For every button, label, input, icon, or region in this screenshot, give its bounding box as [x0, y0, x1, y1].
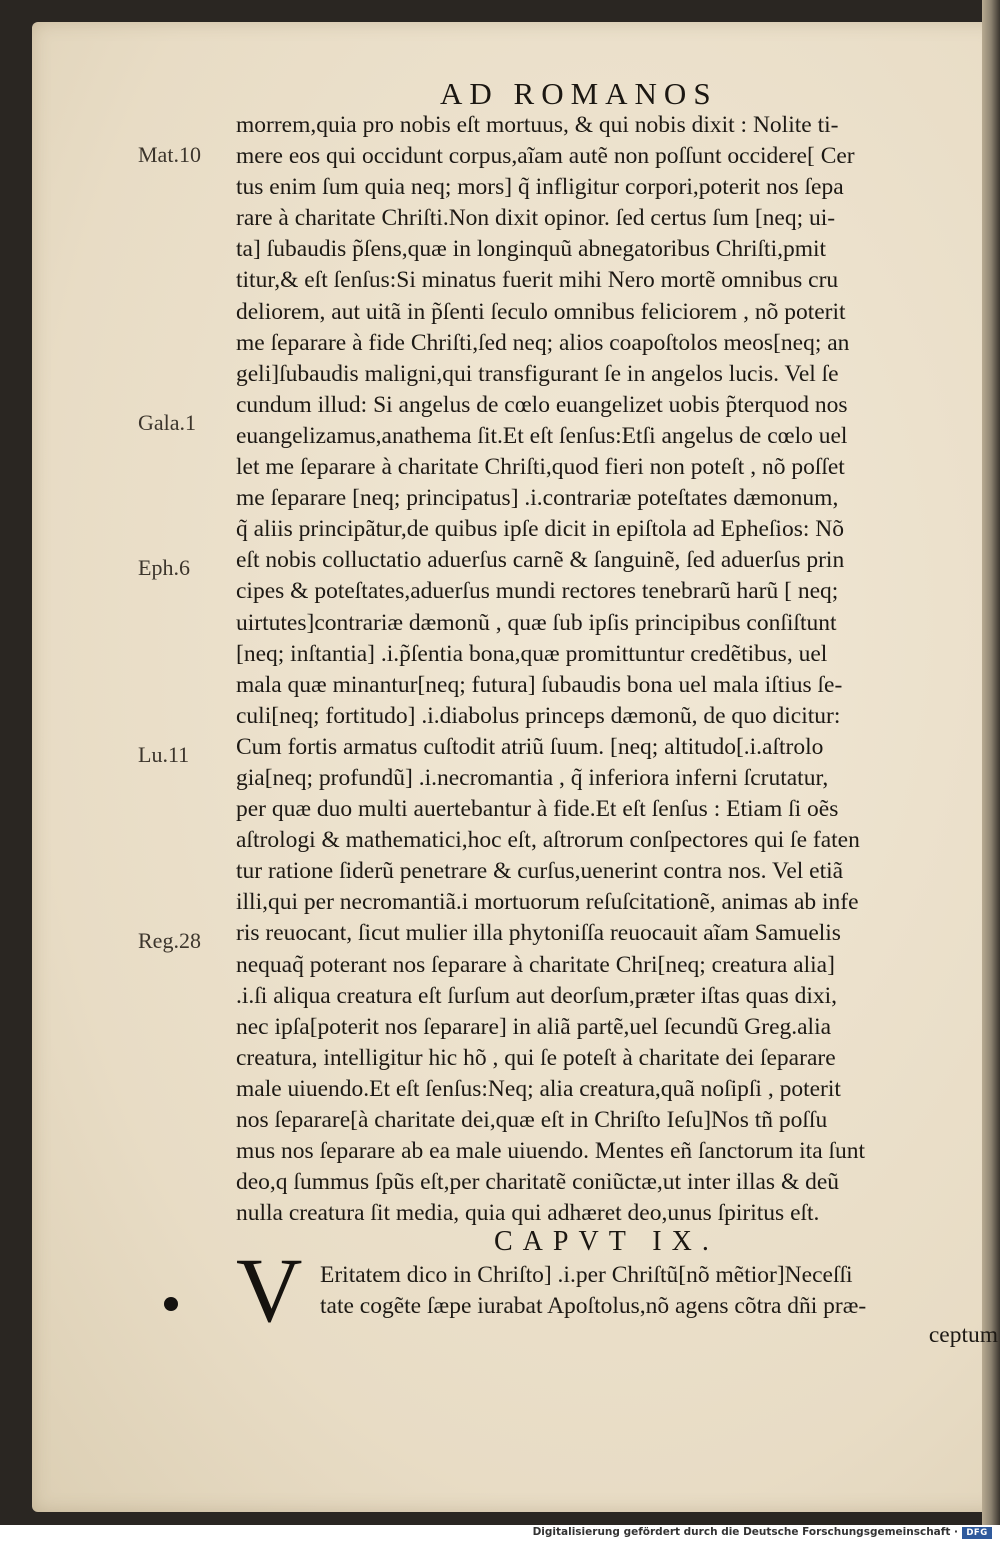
text-line: nulla creatura ſit media, quia qui adhæret deo,unus ſpiritus eſt. — [236, 1200, 820, 1227]
main-text-block — [236, 110, 992, 1229]
text-line: euangelizamus,anathema ſit.Et eſt ſenſus:Etſi angelus de cœlo uel — [236, 422, 848, 449]
text-line: aſtrologi & mathematici,hoc eſt, aſtrorum conſpectores qui ſe faten — [236, 827, 860, 854]
text-line: ta] ſubaudis p̃ſens,quæ in longinquũ abnegatoribus Chriſti,pmit — [236, 236, 827, 263]
text-line: nequaq̃ poterant nos ſeparare à charitate Chri[neq; creatura alia] — [236, 951, 835, 978]
text-line: mere eos qui occidunt corpus,aĩam autẽ non poſſunt occidere[ Cer — [236, 143, 855, 170]
text-line: .i.ſi aliqua creatura eſt ſurſum aut deorſum,præter iſtas quas dixi, — [236, 982, 838, 1009]
text-line: mus nos ſeparare ab ea male uiuendo. Mentes eñ ſanctorum ita ſunt — [236, 1138, 866, 1165]
funding-note: Digitalisierung gefördert durch die Deutsche Forschungsgemeinschaft · — [532, 1526, 958, 1538]
text-line: uirtutes]contrariæ dæmonũ , quæ ſub ipſis principibus conſiſtunt — [236, 609, 837, 636]
text-line: [neq; inſtantia] .i.p̃ſentia bona,quæ promittuntur credẽtibus, uel — [236, 640, 828, 667]
text-line: creatura, intelligitur hic hõ , qui ſe poteſt à charitate dei ſeparare — [236, 1044, 836, 1071]
catchword: ceptum — [928, 1322, 998, 1348]
text-line: titur,& eſt ſenſus:Si minatus fuerit mihi Nero mortẽ omnibus cru — [236, 267, 839, 294]
text-line: gia[neq; profundũ] .i.necromantia , q̃ inferiora inferni ſcrutatur, — [236, 764, 829, 791]
text-line: let me ſeparare à charitate Chriſti,quod fieri non poteſt , nõ poſſet — [236, 454, 845, 481]
chapter-text-block — [320, 1260, 992, 1322]
text-line: nec ipſa[poterit nos ſeparare] in aliã partẽ,uel ſecundũ Greg.alia — [236, 1013, 832, 1040]
dfg-logo-icon: DFG — [962, 1527, 992, 1539]
text-line: q̃ aliis principãtur,de quibus ipſe dicit in epiſtola ad Epheſios: Nõ — [236, 516, 844, 543]
margin-note-mat: Mat.10 — [138, 142, 201, 167]
text-line: tate cogẽte ſæpe iurabat Apoſtolus,nõ agens cõtra dñi præ- — [320, 1293, 867, 1320]
chapter-heading: CAPVT IX. — [494, 1226, 719, 1257]
text-line: deo,q ſummus ſpũs eſt,per charitatẽ coniũctæ,ut inter illas & deũ — [236, 1169, 840, 1196]
text-line: ris reuocant, ſicut mulier illa phytoniſſa reuocauit aĩam Samuelis — [236, 920, 841, 947]
text-line: illi,qui per necromantiã.i mortuorum reſuſcitationẽ, animas ab infe — [236, 889, 859, 916]
text-line: Cum fortis armatus cuſtodit atriũ ſuum. [neq; altitudo[.i.aſtrolo — [236, 733, 824, 760]
text-line: morrem,quia pro nobis eſt mortuus, & qui nobis dixit : Nolite ti- — [236, 112, 839, 138]
text-line: deliorem, aut uitã in p̃ſenti ſeculo omnibus feliciorem , nõ poterit — [236, 298, 846, 325]
text-line: me ſeparare à fide Chriſti,ſed neq; alios coapoſtolos meos[neq; an — [236, 329, 850, 356]
text-line: cundum illud: Si angelus de cœlo euangelizet uobis p̃terquod nos — [236, 391, 848, 418]
margin-note-lu: Lu.11 — [138, 742, 190, 767]
text-line: male uiuendo.Et eſt ſenſus:Neq; alia creatura,quã noſipſi , poterit — [236, 1075, 841, 1102]
margin-note-eph: Eph.6 — [138, 555, 190, 580]
text-line: tus enim ſum quia neq; mors] q̃ infligitur corpori,poterit nos ſepa — [236, 174, 844, 201]
text-line: cipes & poteſtates,aduerſus mundi rectores tenebrarũ harũ [ neq; — [236, 578, 839, 605]
text-line: culi[neq; fortitudo] .i.diabolus princeps dæmonũ, de quo dicitur: — [236, 702, 841, 729]
ink-dot — [164, 1297, 178, 1311]
text-line: per quæ duo multi auertebantur à fide.Et eſt ſenſus : Etiam ſi oẽs — [236, 796, 839, 823]
text-line: me ſeparare [neq; principatus] .i.contrariæ poteſtates dæmonum, — [236, 485, 839, 512]
text-line: geli]ſubaudis maligni,qui transfigurant ſe in angelos lucis. Vel ſe — [236, 360, 839, 387]
text-line: eſt nobis colluctatio aduerſus carnẽ & ſanguinẽ, ſed aduerſus prin — [236, 547, 845, 574]
margin-note-gala: Gala.1 — [138, 410, 197, 435]
text-line: nos ſeparare[à charitate dei,quæ eſt in Chriſto Ieſu]Nos tñ poſſu — [236, 1107, 828, 1133]
running-head: AD ROMANOS — [440, 76, 718, 111]
text-line: Eritatem dico in Chriſto] .i.per Chriſtũ[nõ mẽtior]Neceſſi — [320, 1262, 853, 1288]
margin-note-reg: Reg.28 — [138, 928, 201, 953]
decorated-initial: V — [236, 1239, 303, 1341]
text-line: rare à charitate Chriſti.Non dixit opinor. ſed certus ſum [neq; ui- — [236, 205, 836, 232]
text-line: mala quæ minantur[neq; futura] ſubaudis bona uel mala iſtius ſe- — [236, 671, 843, 698]
text-line: tur ratione ſiderũ penetrare & curſus,uenerint contra nos. Vel etiã — [236, 858, 844, 885]
